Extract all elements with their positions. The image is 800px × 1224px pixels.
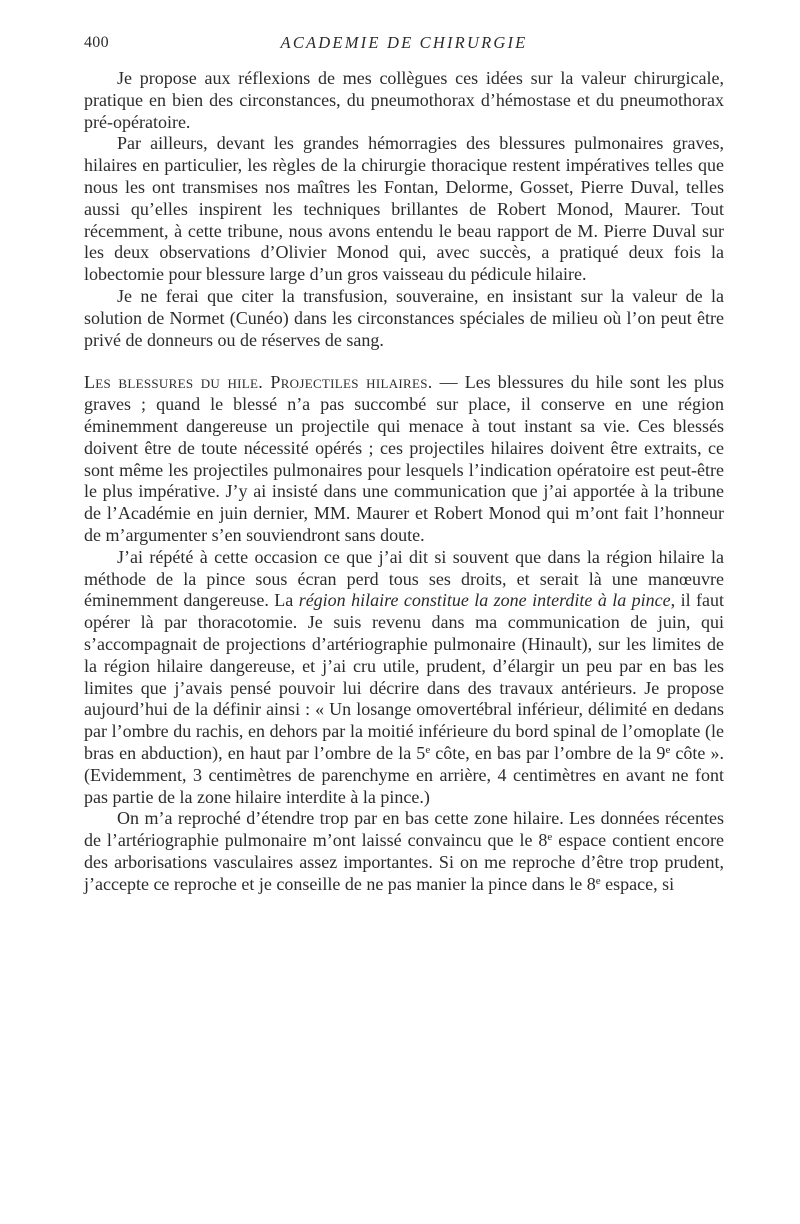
paragraph-blessures-du-hile (84, 372, 724, 546)
paragraph-transfusion: Je ne ferai que citer la transfusion, souveraine, en insistant sur la valeur de la solution de Normet (Cunéo) dans les circonstances spéciales de milieu où l’on peut être privé de donneurs ou de réserves de sang. (84, 285, 724, 350)
superscript: e (547, 831, 553, 844)
running-title: ACADEMIE DE CHIRURGIE (280, 33, 528, 52)
text-run: espace contient encore des arborisations vasculaires assez importantes. Si on me reproche d’être trop prudent, j’accepte ce reproche et je conseille de ne pas manier la pince dans le 8 (84, 830, 724, 894)
section-text: — Les blessures du hile sont les plus graves ; quand le blessé n’a pas succombé sur place, il conserve en une région éminemment dangereuse un projectile qui menace à tout instant sa vie. Ces blessés doivent être de toute nécessité opérés ; ces projectiles hilaires doivent être extraits, ce sont même les projectiles pulmonaires pour lesquels l’indication opératoire est peut-être le plus impérative. J’y ai insisté dans une communication que j’ai apportée à la tribune de l’Académie en juin dernier, MM. Maurer et Robert Monod qui m’ont fait l’honneur de m’argumenter s’en souviendront sans doute. (84, 372, 724, 545)
text-run: côte ». (Evidemment, 3 centimètres de parenchyme en arrière, 4 centimètres en avant ne font pas partie de la zone hilaire interdite à la pince.) (84, 742, 725, 807)
emphasis-zone-interdite: région hilaire constitue la zone interdite à la pince (298, 590, 671, 611)
text-run: J’ai répété à cette occasion ce que j’ai dit si souvent que dans la région hilaire la méthode de la pince sous écran perd tous ses droits, et serait là une manœuvre éminemment dangereuse. La (84, 546, 724, 611)
paragraph-region-hilaire (84, 547, 724, 809)
text-run: On m’a reproché d’étendre trop par en bas cette zone hilaire. Les données récentes de l’artériographie pulmonaire m’ont laissé convaincu que le 8 (84, 808, 724, 851)
section-heading: Les blessures du hile. Projectiles hilaires. (84, 372, 433, 393)
page-number: 400 (84, 34, 109, 51)
text-run: espace, si (600, 873, 675, 894)
page-header (84, 30, 724, 58)
paragraph-reproche (84, 808, 724, 895)
superscript: e (425, 743, 431, 756)
superscript: e (595, 874, 601, 887)
document-page (84, 30, 724, 895)
body-text (84, 68, 724, 895)
paragraph-hemorragies: Par ailleurs, devant les grandes hémorragies des blessures pulmonaires graves, hilaires en particulier, les règles de la chirurgie thoracique restent impératives telles que nous les ont transmises nos maîtres les Fontan, Delorme, Gosset, Pierre Duval, telles aussi qu’elles inspirent les techniques brillantes de Robert Monod, Maurer. Tout récemment, à cette tribune, nous avons entendu le beau rapport de M. Pierre Duval sur les deux observations d’Olivier Monod qui, avec succès, a pratiqué deux fois la lobectomie pour blessure large d’un gros vaisseau du pédicule hilaire. (84, 133, 724, 285)
text-run: côte, en bas par l’ombre de la 9 (430, 742, 666, 763)
superscript: e (665, 743, 671, 756)
text-run: , il faut opérer là par thoracotomie. Je suis revenu dans ma communication de juin, qui s’accompagnait de projections d’artériographie pulmonaire (Hinault), sur les limites de la région hilaire dangereuse, et j’ai cru utile, prudent, d’élargir un peu par en bas les limites que j’avais pensé pouvoir lui décrire dans des travaux antérieurs. Je propose aujourd’hui de la définir ainsi : « Un losange omovertébral inférieur, délimité en dedans par l’ombre du rachis, en dehors par la moitié inférieure du bord spinal de l’omoplate (le bras en abduction), en haut par l’ombre de la 5 (84, 590, 724, 763)
paragraph-pneumothorax: Je propose aux réflexions de mes collègues ces idées sur la valeur chirurgicale, pratique en bien des circonstances, du pneumothorax d’hémostase et du pneumothorax pré-opératoire. (84, 68, 724, 132)
